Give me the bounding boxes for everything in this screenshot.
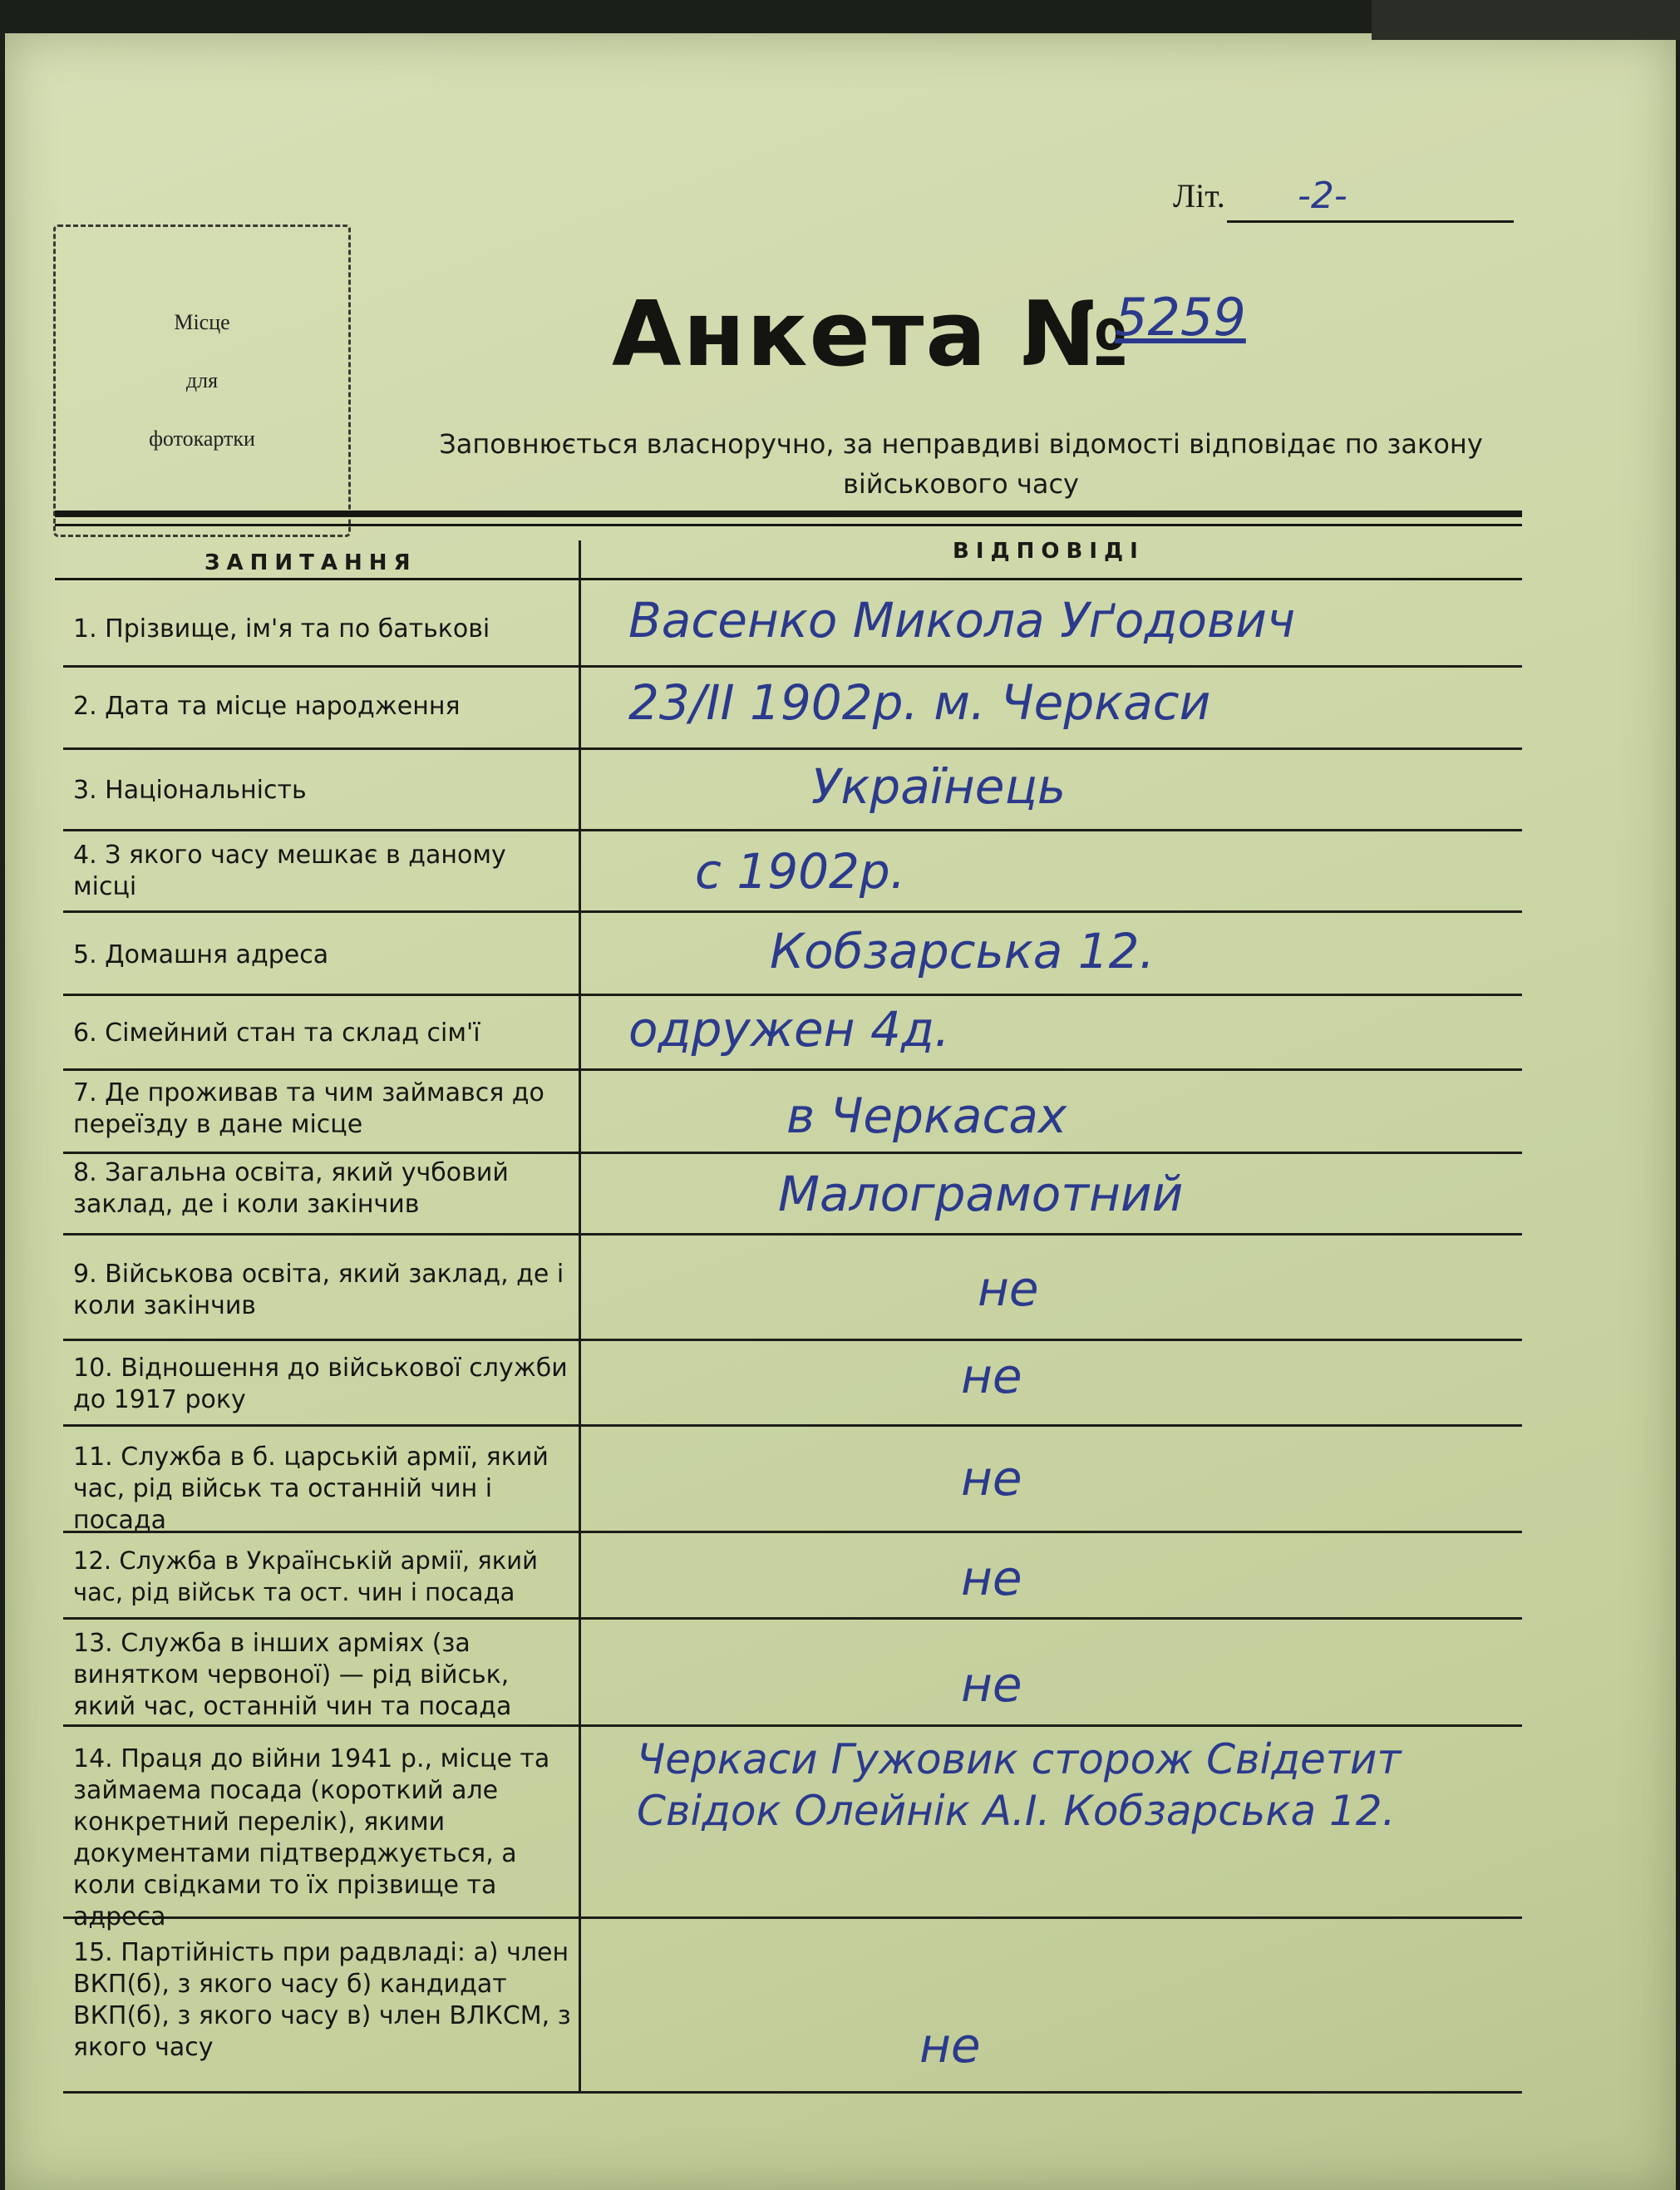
question-text: 1. Прізвище, ім'я та по батькові — [73, 614, 490, 644]
question-text: 5. Домашня адреса — [73, 940, 329, 969]
answer-text: не — [961, 1348, 1022, 1404]
answer-text: не — [919, 2017, 981, 2074]
table-row — [63, 1427, 1522, 1533]
sheet-number: -2- — [1298, 175, 1347, 217]
table-row — [63, 1620, 1522, 1727]
subtitle-line-1: Заповнюється власноручно, за неправдиві відомості відповідає по закону — [439, 428, 1483, 460]
table-row — [63, 996, 1522, 1071]
answer-text: в Черкасах — [786, 1088, 1067, 1144]
question-text: 3. Національність — [73, 776, 307, 805]
question-text: 6. Сімейний стан та склад сім'ї — [73, 1019, 480, 1048]
sheet-label: Літ. — [1173, 177, 1225, 215]
question-text: 2. Дата та місце народження — [73, 692, 461, 721]
answer-text: Украïнець — [811, 758, 1067, 815]
answer-text: Кобзарська 12. — [770, 923, 1155, 979]
answer-text: не — [961, 1550, 1022, 1606]
table-row — [63, 1533, 1522, 1620]
question-text: 4. З якого часу мешкає в даному місці — [73, 841, 506, 901]
table-row — [63, 1236, 1522, 1341]
sheet-number-line — [1227, 220, 1514, 223]
table-row — [63, 584, 1522, 668]
table-row — [63, 1154, 1522, 1236]
photo-label-1: Місце — [174, 310, 230, 334]
background-shadow — [1372, 0, 1680, 40]
table-row — [63, 668, 1522, 750]
answer-text: 23/II 1902р. м. Черкаси — [628, 674, 1211, 731]
answer-text: с 1902р. — [695, 843, 906, 900]
question-text: 11. Служба в б. царській армії, який час, рід військ та останній чин і посада — [73, 1443, 549, 1535]
table-row — [63, 1727, 1522, 1931]
table-row — [63, 750, 1522, 831]
answer-text: Черкаси Гужовик сторож Свідетит Свідок Олейнік А.І. Кобзарська 12. — [637, 1735, 1402, 1835]
answer-text: одружен 4д. — [628, 1001, 950, 1058]
answer-text: не — [978, 1260, 1039, 1317]
table-row — [63, 1071, 1522, 1154]
table-row — [63, 1341, 1522, 1427]
column-header-question: ЗАПИТАННЯ — [204, 550, 417, 575]
answer-text: не — [961, 1656, 1022, 1713]
form-number: 5259 — [1115, 287, 1246, 348]
document-sheet — [5, 33, 1676, 2190]
subtitle-line-2: військового часу — [843, 468, 1079, 500]
column-header-rule — [55, 578, 1522, 580]
question-text: 9. Військова освіта, який заклад, де і коли закінчив — [73, 1260, 564, 1320]
answer-text: не — [961, 1450, 1022, 1507]
table-row — [63, 913, 1522, 996]
form-title: Анкета № — [612, 283, 1131, 387]
column-header-answer: ВІДПОВІДІ — [953, 539, 1145, 564]
question-text: 10. Відношення до військової служби до 1917 року — [73, 1354, 568, 1414]
photo-label-3: фотокартки — [149, 427, 255, 451]
table-row — [63, 831, 1522, 913]
photo-placeholder — [53, 224, 351, 537]
header-rule-thin — [55, 524, 1522, 526]
question-text: 8. Загальна освіта, який учбовий заклад, де і коли закінчив — [73, 1158, 509, 1219]
form-subtitle — [379, 424, 1543, 504]
question-text: 14. Праця до війни 1941 р., місце та займаема посада (короткий але конкретний перелік), якими документами підтверджується, а коли свідками то їх прізвище та адреса — [73, 1744, 550, 1931]
answer-text: Васенко Микола Уґодович — [628, 592, 1296, 649]
answer-text: Малограмотний — [778, 1166, 1184, 1222]
question-text: 12. Служба в Українській армії, який час, рід військ та ост. чин і посада — [73, 1546, 538, 1606]
table-row — [63, 1919, 1522, 2094]
header-rule — [55, 511, 1522, 517]
question-text: 7. Де проживав та чим займався до переїзду в дане місце — [73, 1078, 544, 1139]
photo-label-2: для — [185, 368, 219, 392]
question-text: 13. Служба в інших арміях (за винятком червоної) — рід військ, який час, останній чин та посада — [73, 1629, 512, 1721]
question-text: 15. Партійність при радвладі: а) член ВКП(б), з якого часу б) кандидат ВКП(б), з якого часу в) член ВЛКСМ, з якого часу — [73, 1938, 571, 2062]
